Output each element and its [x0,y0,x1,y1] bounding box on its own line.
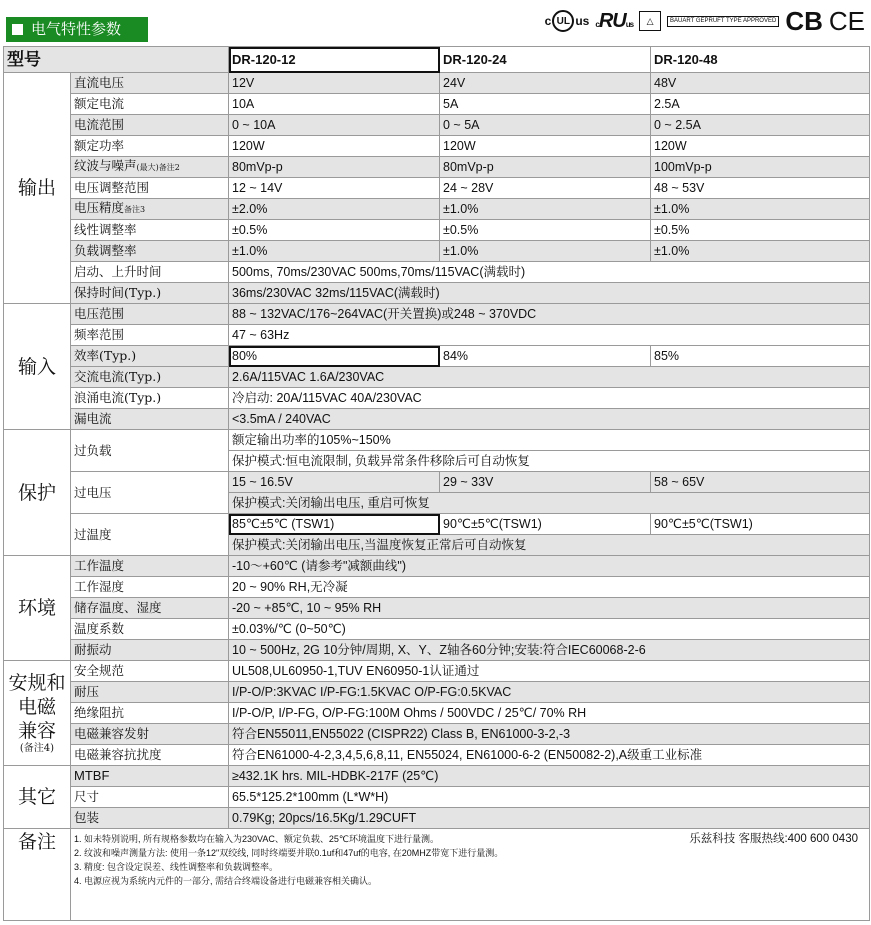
row-label: 电流范围 [71,115,229,136]
value-cell: ±1.0% [651,241,870,262]
ce-mark: CE [828,5,865,36]
group-output: 输出 [4,73,71,304]
table-row [4,808,870,829]
table-row [4,115,870,136]
row-label: 电磁兼容发射 [71,724,229,745]
value-cell: 符合EN61000-4-2,3,4,5,6,8,11, EN55024, EN61000-6-2 (EN50082-2),A级重工业标准 [229,745,870,766]
value-cell: 0 ~ 10A [229,115,440,136]
section-header [6,17,148,42]
table-row [4,409,870,430]
row-label: 绝缘阻抗 [71,703,229,724]
row-label: MTBF [71,766,229,787]
value-cell: 29 ~ 33V [440,472,651,493]
value-cell: 80mVp-p [440,157,651,178]
value-cell: 100mVp-p [651,157,870,178]
table-row [4,787,870,808]
table-row [4,829,870,921]
table-row [4,304,870,325]
row-label: 交流电流(Typ.) [71,367,229,388]
row-label: 储存温度、湿度 [71,598,229,619]
table-row [4,325,870,346]
value-cell: 0.79Kg; 20pcs/16.5Kg/1.29CUFT [229,808,870,829]
value-cell: 36ms/230VAC 32ms/115VAC(满载时) [229,283,870,304]
certification-logos [545,6,865,36]
value-cell: 120W [440,136,651,157]
table-row [4,430,870,451]
value-cell: ±1.0% [229,241,440,262]
group-others: 其它 [4,766,71,829]
row-label: 耐压 [71,682,229,703]
row-label: 浪涌电流(Typ.) [71,388,229,409]
table-row [4,283,870,304]
table-row [4,472,870,493]
square-icon [12,24,23,35]
value-cell: ±1.0% [440,199,651,220]
table-row [4,73,870,94]
value-cell: 48 ~ 53V [651,178,870,199]
row-label: 启动、上升时间 [71,262,229,283]
table-row [4,598,870,619]
table-row [4,640,870,661]
value-cell: 88 ~ 132VAC/176~264VAC(开关置换)或248 ~ 370VDC [229,304,870,325]
value-cell: 20 ~ 90% RH,无冷凝 [229,577,870,598]
value-cell: ±1.0% [651,199,870,220]
value-cell: -10～+60℃ (请参考"减额曲线") [229,556,870,577]
value-cell: -20 ~ +85℃, 10 ~ 95% RH [229,598,870,619]
value-cell: 120W [229,136,440,157]
row-label: 效率(Typ.) [71,346,229,367]
value-cell: ±0.5% [229,220,440,241]
value-cell: 47 ~ 63Hz [229,325,870,346]
value-cell: ±2.0% [229,199,440,220]
value-cell: 保护模式:关闭输出电压, 重启可恢复 [229,493,870,514]
value-cell: 85℃±5℃ (TSW1) [229,514,440,535]
row-label: 直流电压 [71,73,229,94]
row-label: 频率范围 [71,325,229,346]
value-cell: I/P-O/P, I/P-FG, O/P-FG:100M Ohms / 500VDC / 25℃/ 70% RH [229,703,870,724]
row-label: 工作湿度 [71,577,229,598]
table-row [4,514,870,535]
value-cell: 12 ~ 14V [229,178,440,199]
spec-table [3,46,870,921]
row-label: 额定电流 [71,94,229,115]
table-row [4,157,870,178]
table-row [4,178,870,199]
value-cell: 24 ~ 28V [440,178,651,199]
note-line: 1. 如未特别说明, 所有规格参数均在输入为230VAC、额定负载、25℃环境温度下进行量测。 [74,834,439,844]
value-cell: 58 ~ 65V [651,472,870,493]
notes-cell [71,829,870,921]
notes-list [74,832,866,888]
value-cell: 120W [651,136,870,157]
row-label: 过负载 [71,430,229,472]
row-label: 电压精度备注3 [71,199,229,220]
model-cell: DR-120-24 [440,47,651,73]
value-cell: 2.5A [651,94,870,115]
group-input: 输入 [4,304,71,430]
row-label: 负载调整率 [71,241,229,262]
table-row [4,703,870,724]
value-cell: 80% [229,346,440,367]
ul-recognized-mark: cRUus [595,9,634,32]
row-label: 电磁兼容抗扰度 [71,745,229,766]
value-cell: I/P-O/P:3KVAC I/P-FG:1.5KVAC O/P-FG:0.5KVAC [229,682,870,703]
model-cell: DR-120-48 [651,47,870,73]
value-cell: 5A [440,94,651,115]
row-label: 耐振动 [71,640,229,661]
table-row [4,94,870,115]
note-line: 3. 精度: 包含设定误差、线性调整率和负载调整率。 [74,862,279,872]
value-cell: 84% [440,346,651,367]
value-cell: ±1.0% [440,241,651,262]
group-safety-emc: 安规和 电磁 兼容 (备注4) [4,661,71,766]
tuv-triangle-mark: △ [639,11,661,31]
table-row [4,220,870,241]
value-cell: 0 ~ 2.5A [651,115,870,136]
row-label: 保持时间(Typ.) [71,283,229,304]
value-cell: 保护模式:恒电流限制, 负载异常条件移除后可自动恢复 [229,451,870,472]
table-row [4,262,870,283]
row-label: 尺寸 [71,787,229,808]
table-row [4,136,870,157]
table-row [4,577,870,598]
table-row [4,556,870,577]
model-label: 型号 [4,47,229,73]
row-label: 安全规范 [71,661,229,682]
table-row [4,724,870,745]
value-cell: 冷启动: 20A/115VAC 40A/230VAC [229,388,870,409]
note-line: 4. 电源应视为系统内元件的一部分, 需结合终端设备进行电磁兼容相关确认。 [74,876,378,886]
value-cell: 85% [651,346,870,367]
cb-mark: CB [785,5,823,36]
group-notes: 备注 [4,829,71,921]
row-label: 电压范围 [71,304,229,325]
value-cell: ≥432.1K hrs. MIL-HDBK-217F (25℃) [229,766,870,787]
group-environment: 环境 [4,556,71,661]
value-cell: 保护模式:关闭输出电压,当温度恢复正常后可自动恢复 [229,535,870,556]
row-label: 电压调整范围 [71,178,229,199]
model-cell: DR-120-12 [229,47,440,73]
table-row [4,619,870,640]
table-row [4,367,870,388]
value-cell: 2.6A/115VAC 1.6A/230VAC [229,367,870,388]
table-row [4,388,870,409]
value-cell: 65.5*125.2*100mm (L*W*H) [229,787,870,808]
value-cell: 0 ~ 5A [440,115,651,136]
row-label: 纹波与噪声(最大)备注2 [71,157,229,178]
value-cell: 48V [651,73,870,94]
table-row [4,661,870,682]
table-row [4,766,870,787]
value-cell: 符合EN55011,EN55022 (CISPR22) Class B, EN61000-3-2,-3 [229,724,870,745]
table-row [4,47,870,73]
section-title: 电气特性参数 [31,21,122,38]
table-row [4,682,870,703]
value-cell: ±0.5% [651,220,870,241]
value-cell: 500ms, 70ms/230VAC 500ms,70ms/115VAC(满载时) [229,262,870,283]
table-row [4,346,870,367]
row-label: 漏电流 [71,409,229,430]
row-label: 过温度 [71,514,229,556]
value-cell: UL508,UL60950-1,TUV EN60950-1认证通过 [229,661,870,682]
value-cell: <3.5mA / 240VAC [229,409,870,430]
row-label: 包装 [71,808,229,829]
value-cell: 15 ~ 16.5V [229,472,440,493]
value-cell: 80mVp-p [229,157,440,178]
value-cell: 90℃±5℃(TSW1) [651,514,870,535]
value-cell: 10A [229,94,440,115]
value-cell: 90℃±5℃(TSW1) [440,514,651,535]
value-cell: ±0.03%/℃ (0~50℃) [229,619,870,640]
value-cell: 12V [229,73,440,94]
table-row [4,241,870,262]
table-row [4,745,870,766]
value-cell: ±0.5% [440,220,651,241]
note-line: 2. 纹波和噪声测量方法: 使用一条12"双绞线, 同时终端要并联0.1uf和47uf的电容, 在20MHZ带宽下进行量测。 [74,848,504,858]
bauart-mark: BAUART GEPRUFT TYPE APPROVED [667,16,779,27]
value-cell: 10 ~ 500Hz, 2G 10分钟/周期, X、Y、Z轴各60分钟;安装:符合IEC60068-2-6 [229,640,870,661]
table-row [4,199,870,220]
hotline-text: 乐兹科技 客服热线:400 600 0430 [689,833,858,845]
row-label: 线性调整率 [71,220,229,241]
value-cell: 24V [440,73,651,94]
ul-listed-mark: c UL us [545,10,590,32]
row-label: 过电压 [71,472,229,514]
value-cell: 额定输出功率的105%~150% [229,430,870,451]
group-protection: 保护 [4,430,71,556]
row-label: 温度系数 [71,619,229,640]
row-label: 额定功率 [71,136,229,157]
row-label: 工作温度 [71,556,229,577]
